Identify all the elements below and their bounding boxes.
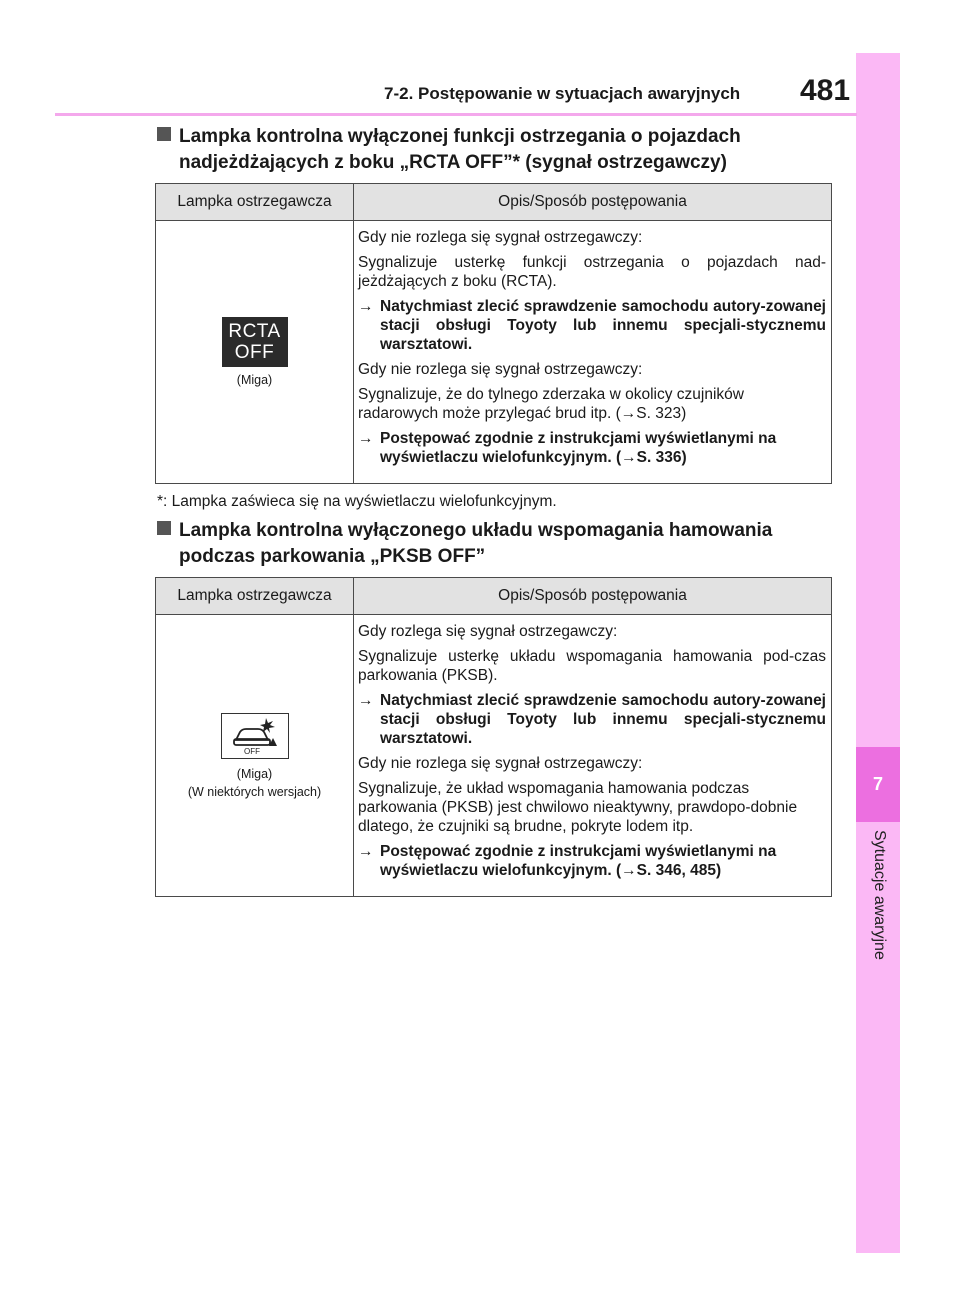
action-item [358, 842, 826, 880]
icon-text: OFF [234, 342, 275, 363]
action-item [358, 691, 826, 748]
description-cell [354, 615, 832, 897]
description-text: Sygnalizuje, że układ wspomagania hamowania podczas parkowania (PKSB) jest chwilowo nieaktywny, prawdopo-dobnie dlatego, że czujniki są brudne, pokryte lodem itp. [358, 780, 798, 835]
car-collision-icon [222, 714, 288, 758]
side-tab [856, 53, 900, 1253]
column-header: Opis/Sposób postępowania [354, 578, 832, 615]
footnote: *: Lampka zaświeca się na wyświetlaczu wielofunkcyjnym. [157, 493, 557, 510]
icon-text: RCTA [228, 321, 281, 342]
section-heading-rcta [157, 124, 741, 176]
column-header: Opis/Sposób postępowania [354, 184, 832, 221]
pksb-off-icon [221, 713, 289, 759]
heading-line: Lampka kontrolna wyłączonej funkcji ostrzegania o pojazdach [179, 126, 741, 147]
arrow-icon: → [358, 843, 374, 860]
condition-text: Gdy nie rozlega się sygnał ostrzegawczy: [358, 229, 643, 246]
description-text: Sygnalizuje usterkę funkcji ostrzegania o pojazdach nad-jeżdżających z boku (RCTA). [358, 254, 826, 290]
icon-caption: (Miga) [236, 766, 273, 781]
condition-text: Gdy nie rozlega się sygnał ostrzegawczy: [358, 361, 643, 378]
lamp-cell [156, 221, 354, 484]
action-item [358, 429, 826, 467]
column-header: Lampka ostrzegawcza [156, 184, 354, 221]
condition-text: Gdy nie rozlega się sygnał ostrzegawczy: [358, 755, 643, 772]
bullet-square-icon [157, 127, 171, 141]
icon-caption: (W niektórych wersjach) [187, 784, 322, 799]
description-text: Sygnalizuje, że do tylnego zderzaka w okolicy czujników radarowych może przylegać brud itp. (→S. 323) [358, 386, 744, 422]
rcta-warning-table [155, 183, 832, 484]
table-header-row [156, 184, 832, 221]
condition-text: Gdy rozlega się sygnał ostrzegawczy: [358, 623, 618, 640]
action-text: Natychmiast zlecić sprawdzenie samochodu autory-zowanej stacji obsługi Toyoty lub innemu specjali-stycznemu warsztatowi. [380, 692, 826, 747]
bullet-square-icon [157, 521, 171, 535]
header-divider [55, 113, 857, 116]
action-text: Postępować zgodnie z instrukcjami wyświetlanymi na wyświetlaczu wielofunkcyjnym. (→S. 346, 485) [380, 843, 777, 879]
action-text: Natychmiast zlecić sprawdzenie samochodu autory-zowanej stacji obsługi Toyoty lub innemu specjali-stycznemu warsztatowi. [380, 298, 826, 353]
action-text: Postępować zgodnie z instrukcjami wyświetlanymi na wyświetlaczu wielofunkcyjnym. (→S. 336) [380, 430, 777, 466]
table-row [156, 221, 832, 484]
arrow-icon: → [358, 692, 374, 709]
table-header-row [156, 578, 832, 615]
page-number: 481 [800, 74, 851, 107]
arrow-icon: → [358, 298, 374, 315]
column-header: Lampka ostrzegawcza [156, 578, 354, 615]
icon-caption: (Miga) [236, 373, 273, 387]
icon-text: OFF [243, 746, 260, 756]
page-header-title: 7-2. Postępowanie w sytuacjach awaryjnych [384, 84, 741, 103]
pksb-warning-table [155, 577, 832, 897]
description-text: Sygnalizuje usterkę układu wspomagania hamowania pod-czas parkowania (PKSB). [358, 648, 826, 684]
rcta-off-icon [222, 317, 288, 367]
heading-line: nadjeżdżających z boku „RCTA OFF”* (sygnał ostrzegawczy) [179, 152, 727, 173]
arrow-icon: → [358, 430, 374, 447]
chapter-label: Sytuacje awaryjne [871, 830, 888, 960]
table-row [156, 615, 832, 897]
heading-line: podczas parkowania „PKSB OFF” [179, 546, 486, 567]
heading-line: Lampka kontrolna wyłączonego układu wspomagania hamowania [179, 520, 773, 541]
description-cell [354, 221, 832, 484]
action-item [358, 297, 826, 354]
chapter-number-badge[interactable]: 7 [856, 747, 900, 822]
lamp-cell [156, 615, 354, 897]
section-heading-pksb [157, 518, 772, 570]
